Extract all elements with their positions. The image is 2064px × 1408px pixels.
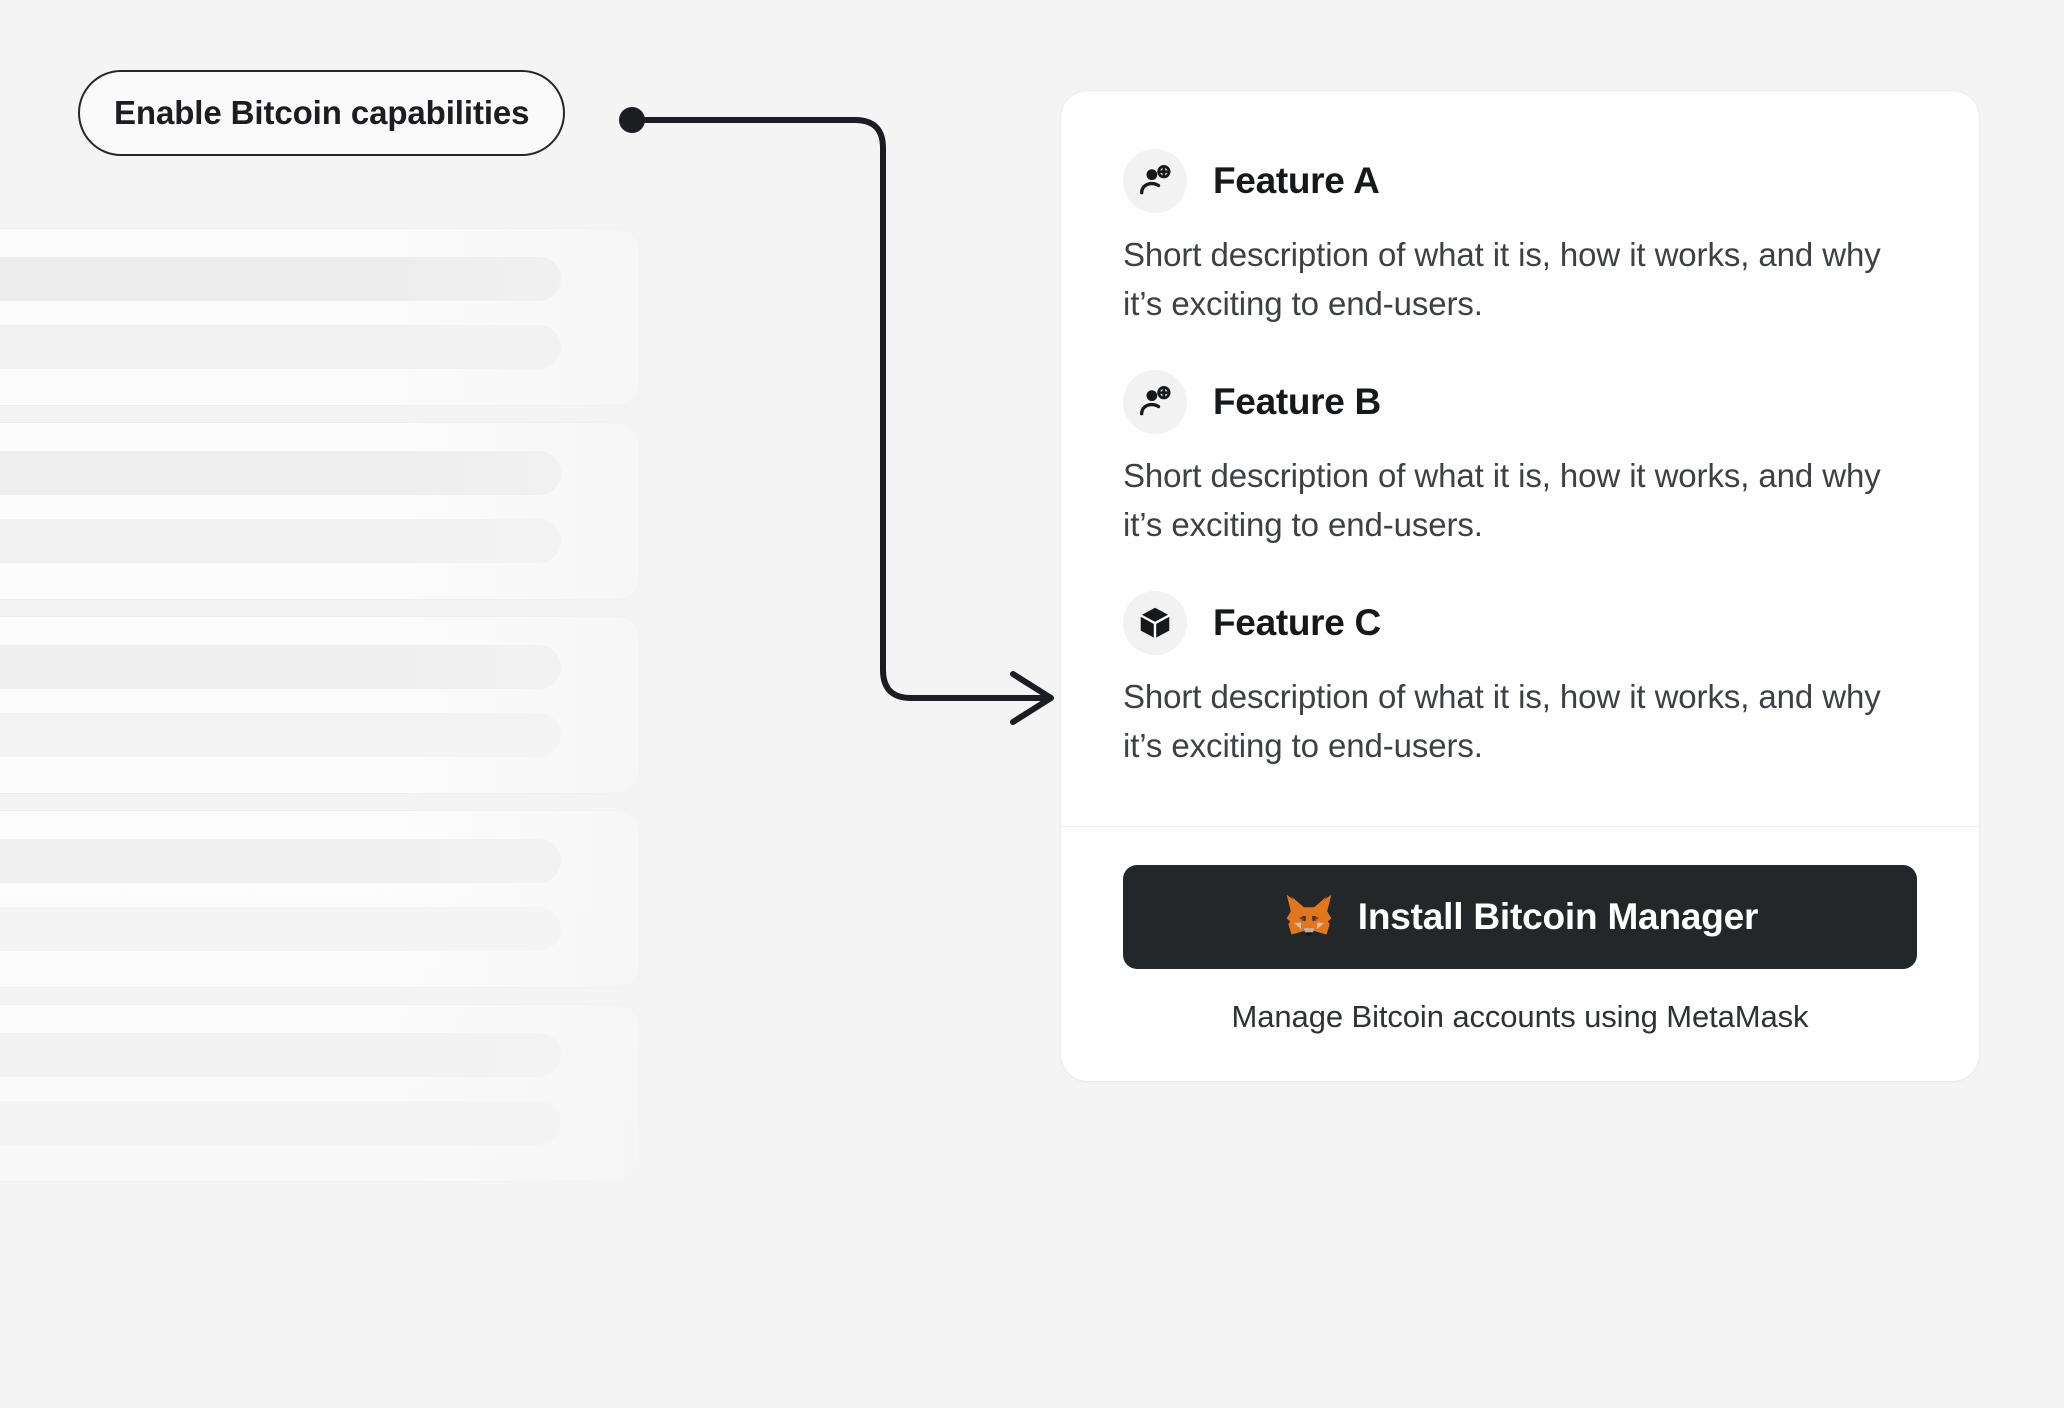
feature-description: Short description of what it is, how it works, and why it’s exciting to end-users. bbox=[1123, 236, 1881, 322]
connector-dot-icon bbox=[619, 107, 645, 133]
feature-item bbox=[1123, 591, 1917, 770]
skeleton-bar bbox=[0, 907, 561, 951]
skeleton-placeholder-card bbox=[0, 1004, 640, 1182]
skeleton-placeholder-card bbox=[0, 228, 640, 406]
skeleton-bar bbox=[0, 713, 561, 757]
skeleton-bar bbox=[0, 1101, 561, 1145]
skeleton-bar bbox=[0, 839, 561, 883]
feature-description: Short description of what it is, how it works, and why it’s exciting to end-users. bbox=[1123, 678, 1881, 764]
skeleton-bar bbox=[0, 451, 561, 495]
skeleton-bar bbox=[0, 325, 561, 369]
metamask-fox-icon bbox=[1282, 892, 1336, 942]
feature-card-footer bbox=[1061, 827, 1979, 1081]
annotation-label: Enable Bitcoin capabilities bbox=[114, 94, 530, 131]
feature-title: Feature B bbox=[1213, 381, 1381, 422]
account-add-icon bbox=[1123, 370, 1187, 434]
feature-title: Feature C bbox=[1213, 602, 1381, 643]
feature-header bbox=[1123, 149, 1917, 213]
skeleton-placeholder-card bbox=[0, 422, 640, 600]
skeleton-bar bbox=[0, 257, 561, 301]
arrow-right-icon bbox=[1013, 674, 1051, 722]
skeleton-bar bbox=[0, 645, 561, 689]
skeleton-placeholder-list bbox=[0, 228, 640, 1198]
feature-description: Short description of what it is, how it works, and why it’s exciting to end-users. bbox=[1123, 457, 1881, 543]
feature-card bbox=[1060, 90, 1980, 1082]
skeleton-placeholder-card bbox=[0, 616, 640, 794]
skeleton-bar bbox=[0, 1033, 561, 1077]
cube-icon bbox=[1123, 591, 1187, 655]
feature-item bbox=[1123, 149, 1917, 328]
feature-item bbox=[1123, 370, 1917, 549]
footer-note: Manage Bitcoin accounts using MetaMask bbox=[1231, 999, 1809, 1034]
install-bitcoin-manager-button[interactable] bbox=[1123, 865, 1917, 969]
install-button-label: Install Bitcoin Manager bbox=[1357, 896, 1759, 937]
skeleton-bar bbox=[0, 519, 561, 563]
annotation-callout bbox=[78, 70, 565, 156]
feature-header bbox=[1123, 591, 1917, 655]
skeleton-placeholder-card bbox=[0, 810, 640, 988]
feature-header bbox=[1123, 370, 1917, 434]
feature-card-body bbox=[1061, 91, 1979, 826]
connector-path bbox=[632, 120, 1045, 698]
feature-title: Feature A bbox=[1213, 160, 1380, 201]
account-add-icon bbox=[1123, 149, 1187, 213]
